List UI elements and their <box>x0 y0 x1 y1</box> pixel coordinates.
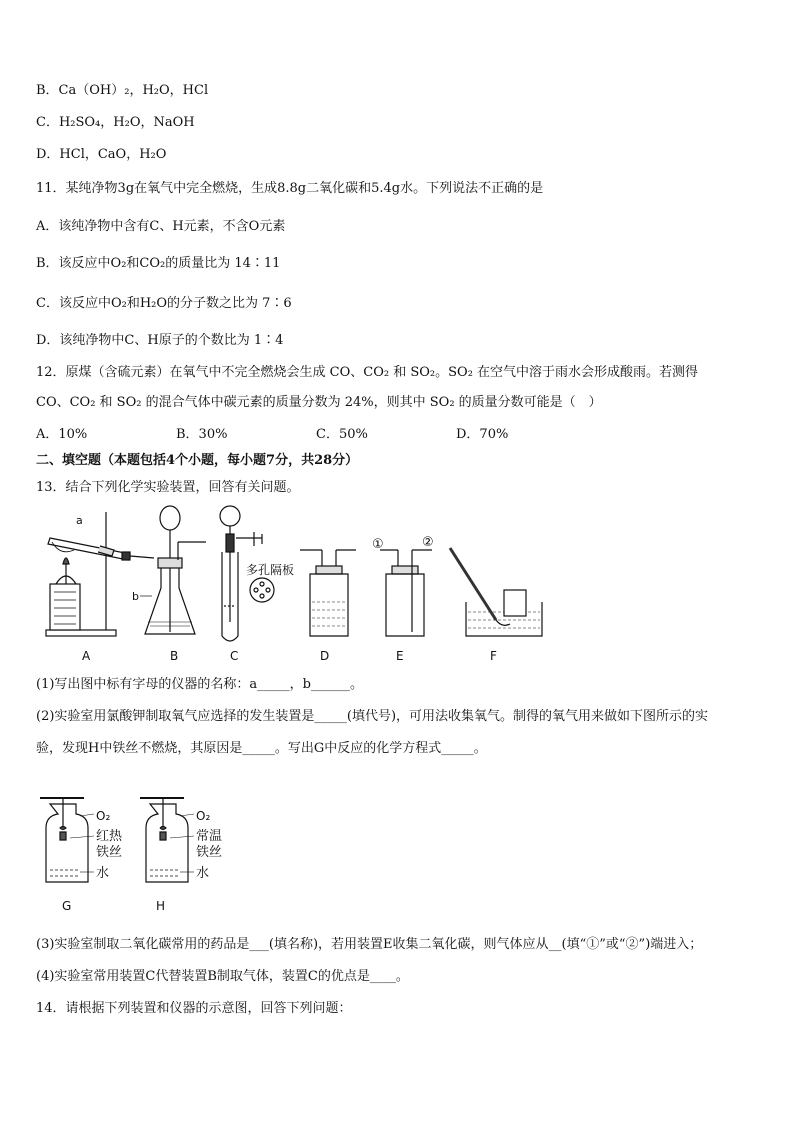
question-13: 13．结合下列化学实验装置，回答有关问题。 <box>36 480 300 495</box>
question-13-part4: (4)实验室常用装置C代替装置B制取气体，装置C的优点是____。 <box>36 969 409 984</box>
question-12-line2: CO、CO₂ 和 SO₂ 的混合气体中碳元素的质量分数为 24%，则其中 SO₂ 的质量分数可能是（ ） <box>36 395 602 410</box>
q12-option-b: B．30% <box>176 427 228 442</box>
q12-option-a: A．10% <box>36 427 88 442</box>
h-wire-label-2: 铁丝 <box>196 845 223 860</box>
q12-option-c: C．50% <box>316 427 368 442</box>
label-a: a <box>76 514 83 527</box>
g-wire-label-2: 铁丝 <box>96 845 123 860</box>
q11-option-b: B．该反应中O₂和CO₂的质量比为 14∶11 <box>36 256 281 271</box>
h-wire-label-1: 常温 <box>196 829 223 844</box>
question-13-part3: (3)实验室制取二氧化碳常用的药品是___(填名称)，若用装置E收集二氧化碳，则气体应从__(填“①”或“②”)端进入； <box>36 937 703 952</box>
fig-label-f: F <box>490 649 497 663</box>
fig-label-c: C <box>230 649 239 663</box>
apparatus-b <box>140 506 206 634</box>
fig-label-e: E <box>396 649 404 663</box>
apparatus-e <box>380 550 432 636</box>
port-1-label: ① <box>372 537 384 552</box>
q11-option-a: A．该纯净物中含有C、H元素，不含O元素 <box>36 219 286 234</box>
bottle-g <box>40 798 94 882</box>
option-d: D．HCl，CaO，H₂O <box>36 147 167 162</box>
fig-label-d: D <box>320 649 330 663</box>
option-c: C．H₂SO₄，H₂O，NaOH <box>36 115 195 130</box>
section-heading: 二、填空题（本题包括4个小题，每小题7分，共28分） <box>36 453 359 468</box>
g-water-label: 水 <box>96 866 110 881</box>
h-o2-label: O₂ <box>196 809 211 823</box>
question-13-part2-line1: (2)实验室用氯酸钾制取氧气应选择的发生装置是_____(填代号)，可用法收集氧气。制得的氧气用来做如下图所示的实 <box>36 709 709 724</box>
apparatus-f <box>450 548 542 636</box>
fig-label-b: B <box>170 649 179 663</box>
bottle-h <box>140 798 194 882</box>
g-wire-label-1: 红热 <box>96 829 123 844</box>
question-12-line1: 12．原煤（含硫元素）在氧气中不完全燃烧会生成 CO、CO₂ 和 SO₂。SO₂ 在空气中溶于雨水会形成酸雨。若测得 <box>36 365 699 380</box>
question-13-part2-line2: 验，发现H中铁丝不燃烧，其原因是_____。写出G中反应的化学方程式_____。 <box>36 741 487 756</box>
question-11: 11．某纯净物3g在氧气中完全燃烧，生成8.8g二氧化碳和5.4g水。下列说法不正确的是 <box>36 181 544 196</box>
fig-label-h: H <box>156 899 166 913</box>
h-water-label: 水 <box>196 866 210 881</box>
label-b: b <box>132 590 139 603</box>
port-2-label: ② <box>422 535 434 550</box>
q12-options <box>36 426 508 444</box>
apparatus-a <box>46 512 154 636</box>
option-b: B．Ca（OH）₂，H₂O，HCl <box>36 83 209 98</box>
q11-option-d: D．该纯净物中C、H原子的个数比为 1∶4 <box>36 333 284 348</box>
fig-label-g: G <box>62 899 72 913</box>
partition-label: 多孔隔板 <box>246 563 295 577</box>
fig-label-a: A <box>82 649 91 663</box>
question-13-part1: (1)写出图中标有字母的仪器的名称：a_____，b______。 <box>36 677 363 692</box>
iron-wire-figure <box>36 790 266 920</box>
question-14: 14．请根据下列装置和仪器的示意图，回答下列问题： <box>36 1001 352 1016</box>
apparatus-d <box>300 550 356 636</box>
q11-option-c: C．该反应中O₂和H₂O的分子数之比为 7∶6 <box>36 296 292 311</box>
q12-option-d: D．70% <box>456 427 509 442</box>
g-o2-label: O₂ <box>96 809 111 823</box>
apparatus-figure <box>30 502 550 667</box>
